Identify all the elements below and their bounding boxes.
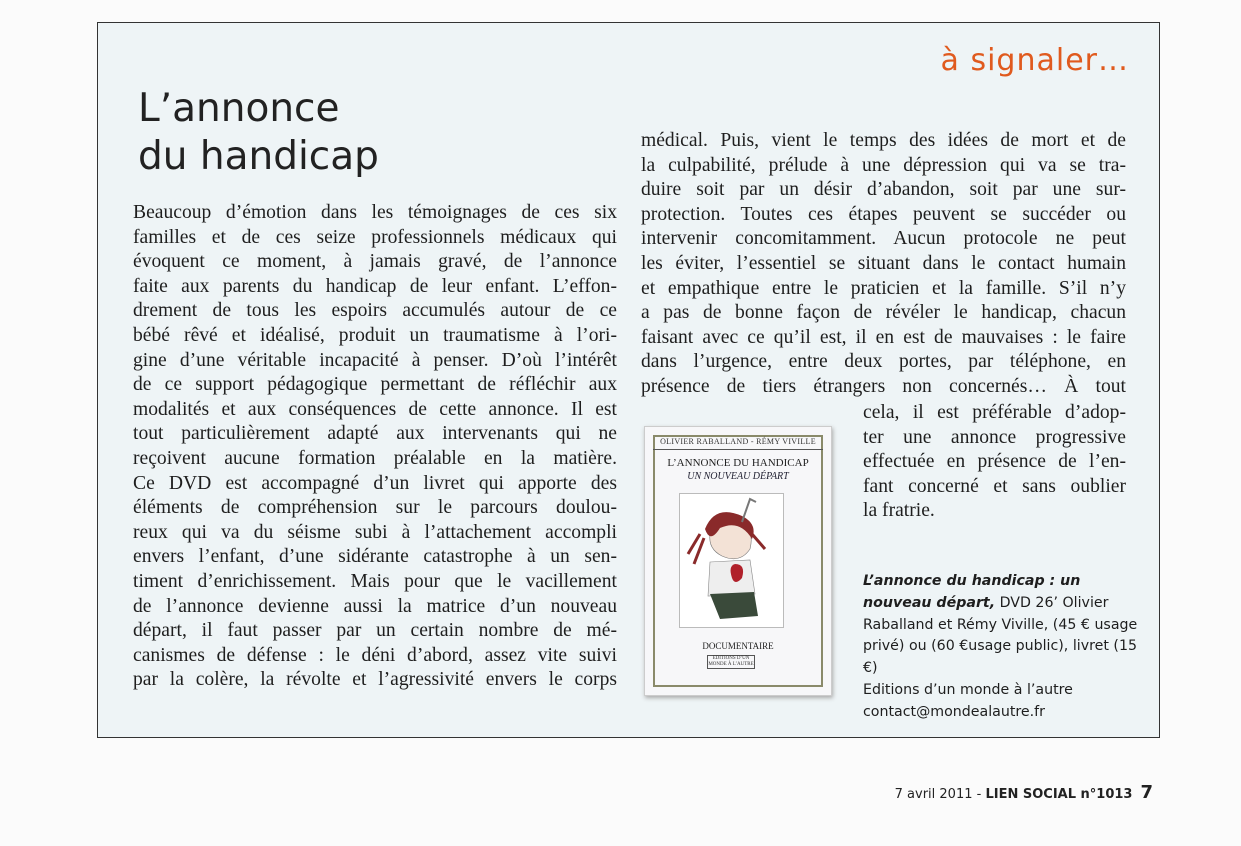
text-line: modalités et aux conséquences de cette annonce. Il est	[133, 398, 617, 420]
cover-authors: OLIVIER RABALLAND - RÉMY VIVILLE	[653, 437, 823, 450]
rubric-label: à signaler…	[940, 43, 1129, 78]
text-line: tout particulièrement adapté aux intervenants qui ne	[133, 423, 617, 445]
text-line: duire soit par un désir d’abandon, soit par une sur-	[641, 179, 1126, 201]
text-line: et empathique entre le praticien et la famille. S’il n’y	[641, 277, 1126, 299]
article-title	[138, 85, 379, 181]
caption-contact: contact@mondealautre.fr	[863, 703, 1045, 720]
cover-publisher-logo: EDITIONS D’UN MONDE À L’AUTRE	[708, 656, 754, 667]
text-line: évoquent ce moment, à jamais gravé, de l’annonce	[133, 251, 617, 273]
footer-date: 7 avril 2011 -	[894, 787, 986, 802]
text-line: par la colère, la révolte et l’agressivité envers le corps	[133, 669, 617, 691]
page-number: 7	[1140, 782, 1153, 803]
product-caption	[863, 571, 1143, 724]
text-line: protection. Toutes ces étapes peuvent se succéder ou	[641, 203, 1126, 225]
text-line: gine d’une véritable incapacité à penser. D’où l’intérêt	[133, 349, 617, 371]
text-line: fant concerné et sans oublier	[863, 475, 1126, 497]
right-column	[641, 129, 1126, 400]
text-line: la culpabilité, prélude à une dépression qui va se tra-	[641, 154, 1126, 176]
text-line: timent d’enrichissement. Mais pour que le vacillement	[133, 570, 617, 592]
text-line: envers l’enfant, d’une sidérante catastrophe à un sen-	[133, 546, 617, 568]
cover-genre: DOCUMENTAIRE	[702, 641, 774, 651]
text-line: éléments de compréhension sur le parcours doulou-	[133, 497, 617, 519]
text-line: familles et de ces seize professionnels médicaux qui	[133, 226, 617, 248]
right-column-wrap	[863, 401, 1126, 524]
caption-title: L’annonce du handicap : un nouveau départ,	[863, 573, 1081, 611]
dvd-cover-image	[644, 426, 832, 696]
text-line: a pas de bonne façon de révéler le handicap, chacun	[641, 302, 1126, 324]
text-line: cela, il est préférable d’adop-	[863, 402, 1126, 423]
article-box	[97, 22, 1160, 738]
text-line: reux qui va du séisme subi à l’attachement accompli	[133, 521, 617, 543]
text-line: de ce support pédagogique permettant de réfléchir aux	[133, 374, 617, 396]
page-footer	[895, 782, 1153, 803]
text-line: présence de tiers étrangers non concernés… À tout	[641, 375, 1126, 397]
caption-publisher: Editions d’un monde à l’autre	[863, 681, 1073, 698]
text-line: bébé rêvé et idéalisé, produit un traumatisme à l’ori-	[133, 324, 617, 346]
left-column	[133, 201, 617, 693]
title-line: L’annonce	[138, 86, 340, 131]
cover-illustration	[679, 493, 784, 628]
text-line: faisant avec ce qu’il est, il en est de mauvaises : le faire	[641, 326, 1126, 348]
text-line: canismes de défense : le déni d’abord, assez vite suivi	[133, 644, 617, 666]
text-line: la fratrie.	[863, 500, 935, 522]
text-line: drement de tous les espoirs accumulés autour de ce	[133, 300, 617, 322]
title-line: du handicap	[138, 134, 379, 179]
text-line: Ce DVD est accompagné d’un livret qui apporte des	[133, 472, 617, 494]
text-line: effectuée en présence de l’en-	[863, 451, 1126, 473]
text-line: médical. Puis, vient le temps des idées de mort et de	[641, 130, 1126, 151]
text-line: les éviter, l’essentiel se situant dans le contact humain	[641, 252, 1126, 274]
cover-subtitle: UN NOUVEAU DÉPART	[687, 471, 789, 482]
text-line: de l’annonce devienne aussi la matrice d’un nouveau	[133, 595, 617, 617]
cover-title: L’ANNONCE DU HANDICAP	[667, 457, 809, 469]
text-line: faite aux parents du handicap de leur enfant. L’effon-	[133, 275, 617, 297]
text-line: dans l’urgence, entre deux portes, par téléphone, en	[641, 351, 1126, 373]
text-line: départ, il faut passer par un certain nombre de mé-	[133, 620, 617, 642]
text-line: ter une annonce progressive	[863, 426, 1126, 448]
caption-details: DVD 26’ Olivier Raballand et Rémy Viville, (45 € usage privé) ou (60 €usage public), livret (15 €)	[863, 594, 1138, 677]
text-line: Beaucoup d’émotion dans les témoignages de ces six	[133, 202, 617, 223]
footer-magazine: LIEN SOCIAL n°1013	[985, 787, 1133, 802]
text-line: reçoivent aucune formation préalable en la matière.	[133, 447, 617, 469]
text-line: intervenir concomitamment. Aucun protocole ne peut	[641, 228, 1126, 250]
